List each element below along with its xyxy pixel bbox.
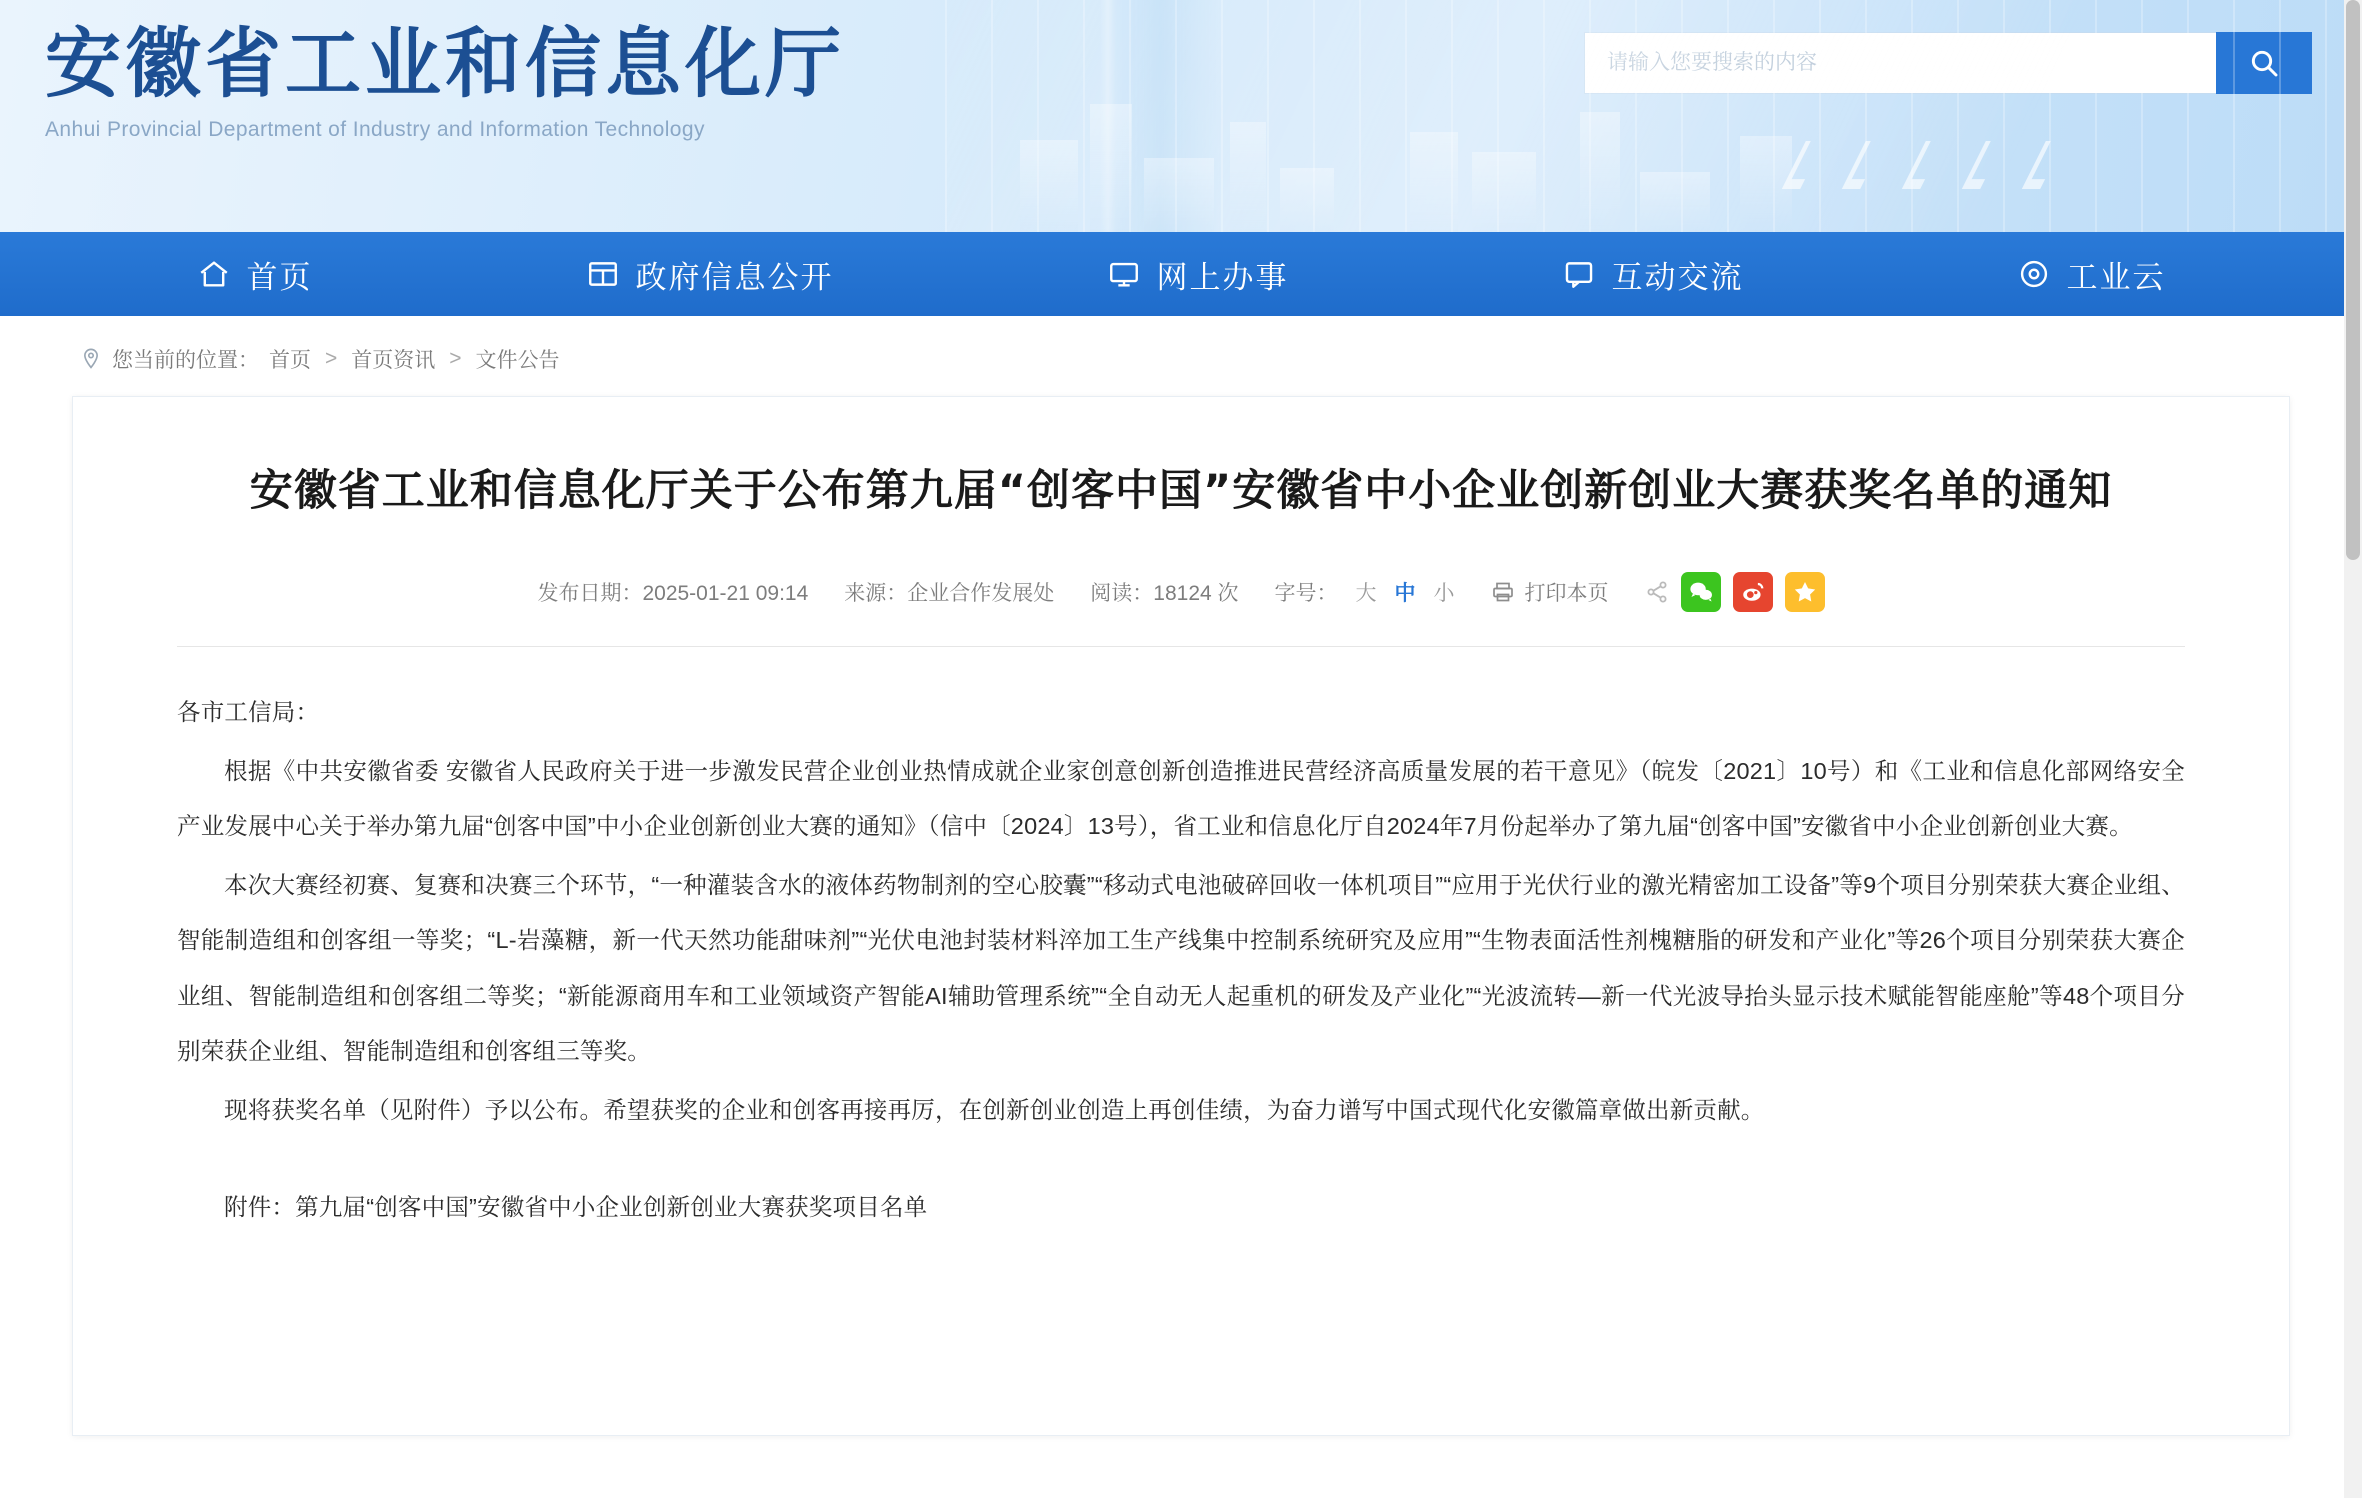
article-paragraph-0: 各市工信局： [177,698,320,725]
print-button[interactable] [1491,577,1609,607]
site-title-cn: 安徽省工业和信息化厅 [45,19,845,108]
nav-item-government-info[interactable] [586,252,834,297]
fontsize-option-medium[interactable]: 中 [1394,581,1416,605]
share-group[interactable] [1645,572,1825,612]
printer-icon [1491,581,1515,603]
nav-label-interaction: 互动交流 [1611,259,1744,295]
page-scrollbar[interactable] [2344,0,2362,1498]
article-body [177,685,2185,1236]
article-paragraph-3: 现将获奖名单（见附件）予以公布。希望获奖的企业和创客再接再厉，在创新创业创造上再创佳绩，为奋力谱写中国式现代化安徽篇章做出新贡献。 [224,1097,1765,1124]
view-count-label: 阅读： [1090,581,1154,605]
nav-label-home: 首页 [246,259,313,295]
wechat-icon [1688,579,1714,605]
view-count [1090,577,1238,607]
site-header [0,0,2362,232]
meta-divider [177,646,2185,647]
nav-label-online-service: 网上办事 [1156,259,1289,295]
share-qzone-button[interactable] [1785,572,1825,612]
site-title-en: Anhui Provincial Department of Industry and Information Technology [45,117,705,141]
page-scrollbar-thumb[interactable] [2346,0,2360,560]
search-input[interactable] [1584,32,2216,94]
article-card [72,396,2290,1436]
article-attachment[interactable]: 附件：第九届“创客中国”安徽省中小企业创新创业大赛获奖项目名单 [224,1194,928,1221]
breadcrumb-item-news[interactable]: 首页资讯 [351,349,436,372]
breadcrumb-item-documents[interactable]: 文件公告 [475,349,560,372]
share-wechat-button[interactable] [1681,572,1721,612]
grid-icon [586,257,620,291]
fontsize-option-large[interactable]: 大 [1355,581,1377,605]
source-value: 企业合作发展处 [907,581,1055,605]
fontsize-label: 字号： [1274,581,1338,605]
search-icon [2248,47,2280,79]
search-box[interactable] [1584,32,2312,94]
nav-item-interaction[interactable] [1562,252,1744,297]
breadcrumb-separator-1: > [325,347,338,370]
nav-item-home[interactable] [197,252,313,297]
weibo-icon [1740,579,1766,605]
print-label: 打印本页 [1524,581,1609,605]
article-meta [177,572,2185,612]
site-logo[interactable] [45,19,845,142]
monitor-icon [1107,257,1141,291]
header-skyline-decoration [980,82,1980,232]
nav-label-industrial-cloud: 工业云 [2066,259,2166,295]
search-button[interactable] [2216,32,2312,94]
article-paragraph-2: 本次大赛经初赛、复赛和决赛三个环节，“一种灌装含水的液体药物制剂的空心胶囊”“移动式电池破碎回收一体机项目”“应用于光伏行业的激光精密加工设备”等9个项目分别荣获大赛企业组、智能制造组和创客组一等奖；“L-岩藻糖，新一代天然功能甜味剂”“光伏电池封装材料淬加工生产线集中控制系统研究及应用”“生物表面活性剂槐糖脂的研发和产业化”等26个项目分别荣获大赛企业组、智能制造组和创客组二等奖；“新能源商用车和工业领域资产智能AI辅助管理系统”“全自动无人起重机的研发及产业化”“光波流转—新一代光波导抬头显示技术赋能智能座舱”等48个项目分别荣获企业组、智能制造组和创客组三等奖。 [177,872,2185,1064]
location-pin-icon [80,346,102,372]
breadcrumb [80,344,2362,374]
page-title: 安徽省工业和信息化厅关于公布第九届“创客中国”安徽省中小企业创新创业大赛获奖名单的通知 [249,466,2113,516]
fontsize-option-small[interactable]: 小 [1433,581,1455,605]
chat-icon [1562,257,1596,291]
breadcrumb-separator-2: > [449,347,462,370]
star-icon [1792,579,1818,605]
home-icon [197,257,231,291]
breadcrumb-bar [0,316,2362,396]
view-count-value: 18124 次 [1153,581,1239,605]
cloud-icon [2017,257,2051,291]
nav-item-industrial-cloud[interactable] [2017,252,2166,297]
publish-date [537,577,808,607]
article-paragraph-1: 根据《中共安徽省委 安徽省人民政府关于进一步激发民营企业创业热情成就企业家创意创新创造推进民营经济高质量发展的若干意见》（皖发〔2021〕10号）和《工业和信息化部网络安全产业发展中心关于举办第九届“创客中国”中小企业创新创业大赛的通知》（信中〔2024〕13号），省工业和信息化厅自2024年7月份起举办了第九届“创客中国”安徽省中小企业创新创业大赛。 [177,757,2185,839]
share-weibo-button[interactable] [1733,572,1773,612]
nav-item-online-service[interactable] [1107,252,1289,297]
publish-date-label: 发布日期： [537,581,643,605]
source-label: 来源： [844,581,908,605]
nav-label-government-info: 政府信息公开 [635,259,834,295]
main-navigation[interactable] [0,232,2362,316]
share-icon[interactable] [1645,580,1669,604]
breadcrumb-item-home[interactable]: 首页 [269,349,311,372]
breadcrumb-prefix: 您当前的位置： [112,349,259,372]
fontsize-control[interactable] [1275,577,1455,607]
source [844,577,1054,607]
publish-date-value: 2025-01-21 09:14 [642,581,809,605]
